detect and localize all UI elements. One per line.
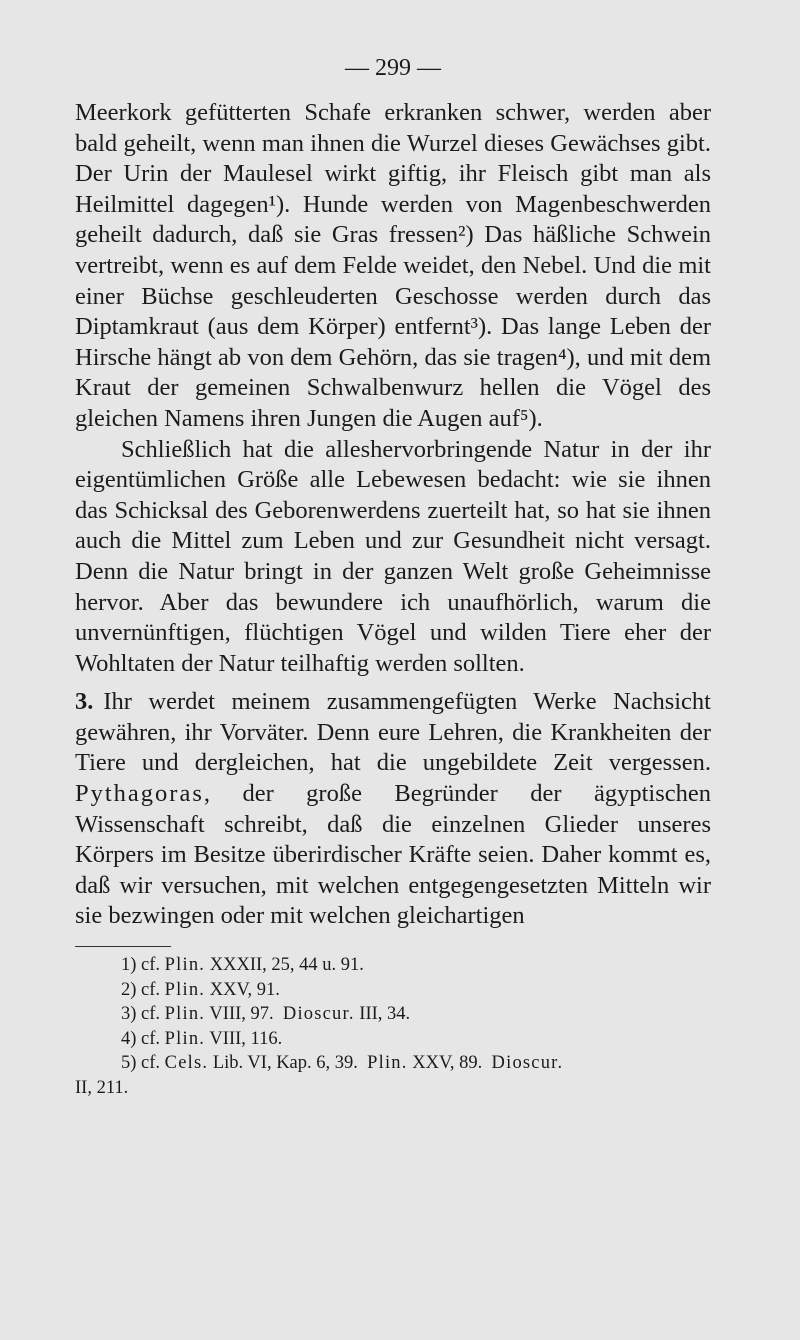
- footnote-number: 4): [121, 1028, 137, 1049]
- footnote-5-continuation: II, 211.: [75, 1077, 129, 1098]
- footnote-author-2: Dioscur.: [282, 1004, 355, 1025]
- body-text: [75, 98, 711, 932]
- footnote-3: [75, 1002, 711, 1027]
- footnote-divider: [75, 946, 171, 947]
- section-3-paragraph: [75, 687, 711, 932]
- footnote-reference: VIII, 116.: [209, 1028, 283, 1049]
- footnote-4: [75, 1027, 711, 1052]
- footnote-number: 3): [121, 1004, 137, 1025]
- footnote-reference: XXXII, 25, 44 u. 91.: [209, 955, 364, 976]
- footnote-author: Plin.: [164, 1028, 206, 1049]
- footnote-number: 1): [121, 955, 137, 976]
- footnotes: [75, 953, 711, 1100]
- footnote-reference: VIII, 97.: [209, 1004, 274, 1025]
- footnote-5: [75, 1051, 711, 1076]
- footnote-author: Plin.: [164, 979, 206, 1000]
- spaced-name-pythagoras: Pythagoras: [75, 780, 204, 808]
- footnote-author: Plin.: [164, 1004, 206, 1025]
- footnote-number: 2): [121, 979, 137, 1000]
- section-number: 3.: [75, 688, 94, 716]
- footnote-number: 5): [121, 1053, 137, 1074]
- section-3-text-after: , der große Begründer der ägyptischen Wissenschaft schreibt, daß die einzelnen Glieder unseres Körpers im Besitze überirdischer Kräfte seien. Daher kommt es, daß wir versuchen, mit welchen entgegengesetzten Mitteln wir sie bezwingen oder mit welchen gleichartigen: [75, 780, 711, 930]
- paragraph-2: Schließlich hat die alleshervorbringende Natur in der ihr eigentümlichen Größe alle Lebewesen bedacht: wie sie ihnen das Schicksal des Geborenwerdens zuerteilt hat, so hat sie ihnen auch die Mittel zum Leben und zur Gesundheit nicht versagt. Denn die Natur bringt in der ganzen Welt große Geheimnisse hervor. Aber das bewundere ich unaufhörlich, warum die unvernünftigen, flüchtigen Vögel und wilden Tiere eher der Wohltaten der Natur teilhaftig werden sollten.: [75, 435, 711, 677]
- footnote-prefix: cf.: [141, 1053, 161, 1074]
- footnote-1: [75, 953, 711, 978]
- footnote-reference: Lib. VI, Kap. 6, 39.: [212, 1053, 358, 1074]
- book-page: [75, 48, 711, 1100]
- footnote-prefix: cf.: [141, 1028, 161, 1049]
- footnote-author-3: Dioscur.: [491, 1053, 564, 1074]
- footnote-prefix: cf.: [141, 955, 161, 976]
- footnote-reference-2: III, 34.: [359, 1004, 411, 1025]
- footnote-2: [75, 978, 711, 1003]
- footnote-prefix: cf.: [141, 1004, 161, 1025]
- footnote-reference-2: XXV, 89.: [412, 1053, 483, 1074]
- footnote-author: Plin.: [164, 955, 206, 976]
- footnote-prefix: cf.: [141, 979, 161, 1000]
- paragraph-1: Meerkork gefütterten Schafe erkranken schwer, werden aber bald geheilt, wenn man ihnen die Wurzel dieses Gewächses gibt. Der Urin der Maulesel wirkt giftig, ihr Fleisch gibt man als Heilmittel dagegen¹). Hunde werden von Magenbeschwerden geheilt dadurch, daß sie Gras fressen²) Das häßliche Schwein vertreibt, wenn es auf dem Felde weidet, den Nebel. Und die mit einer Büchse geschleuderten Geschosse werden durch das Diptamkraut (aus dem Körper) entfernt³). Das lange Leben der Hirsche hängt ab von dem Gehörn, das sie tragen⁴), und mit dem Kraut der gemeinen Schwalbenwurz hellen die Vögel des gleichen Namens ihren Jungen die Augen auf⁵).: [75, 99, 711, 432]
- footnote-author-2: Plin.: [367, 1053, 408, 1074]
- footnote-author: Cels.: [164, 1053, 209, 1074]
- footnote-reference: XXV, 91.: [209, 979, 280, 1000]
- page-number: — 299 —: [345, 55, 441, 81]
- section-3-text-before: Ihr werdet meinem zusammengefügten Werke Nachsicht gewähren, ihr Vorväter. Denn eure Lehren, die Krankheiten der Tiere und dergleichen, hat die ungebildete Zeit vergessen.: [75, 688, 711, 777]
